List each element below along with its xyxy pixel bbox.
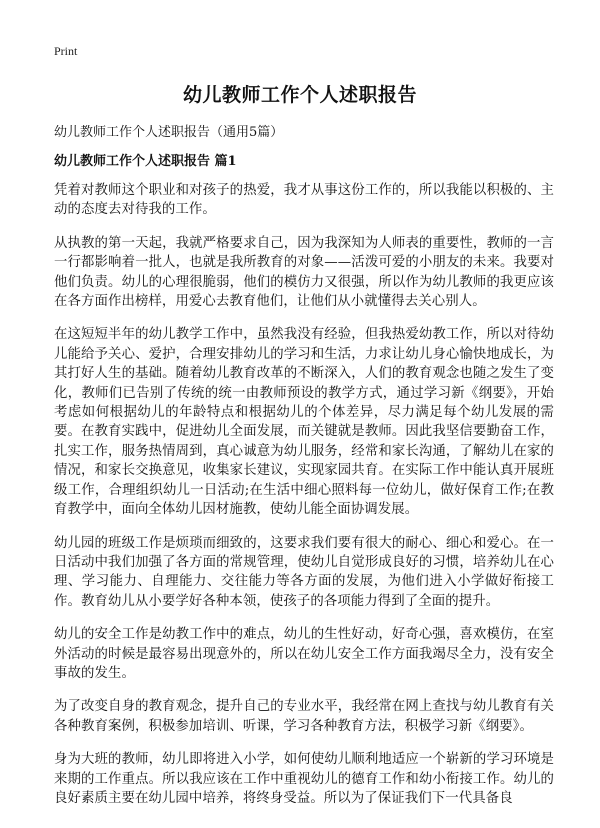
print-link[interactable]: Print bbox=[54, 44, 78, 58]
paragraph: 为了改变自身的教育观念，提升自己的专业水平，我经常在网上查找与幼儿教育有关各种教育案例，积极参加培训、听课，学习各种教育方法，积极学习新《纲要》。 bbox=[54, 699, 554, 734]
section-heading: 幼儿教师工作个人述职报告 篇1 bbox=[54, 154, 237, 169]
paragraph: 在这短短半年的幼儿教学工作中，虽然我没有经验，但我热爱幼教工作，所以对待幼儿能给予关心、爱护，合理安排幼儿的学习和生活，力求让幼儿身心愉快地成长，为其打好人生的基础。随着幼儿教育改革的不断深入，人们的教育观念也随之发生了变化，教师们已告别了传统的统一由教师预设的教学方式，通过学习新《纲要》，开始考虑如何根据幼儿的年龄特点和根据幼儿的个体差异，尽力满足每个幼儿发展的需要。在教育实践中，促进幼儿全面发展，而关键就是教师。因此我坚信要勤奋工作，扎实工作，服务热情周到，真心诚意为幼儿服务，经常和家长沟通，了解幼儿在家的情况，和家长交换意见，收集家长建议，实现家园共育。在实际工作中能认真开展班级工作，合理组织幼儿一日活动;在生活中细心照料每一位幼儿，做好保育工作;在教育教学中，面向全体幼儿因材施教，使幼儿能全面协调发展。 bbox=[54, 327, 554, 518]
paragraph: 从执教的第一天起，我就严格要求自己，因为我深知为人师表的重要性，教师的一言一行都影响着一批人，也就是我所教育的对象——活泼可爱的小朋友的未来。我要对他们负责。幼儿的心理很脆弱，他们的模仿力又很强，所以作为幼儿教师的我更应该在各方面作出榜样，用爱心去教育他们，让他们从小就懂得去关心别人。 bbox=[54, 235, 554, 310]
page-title: 幼儿教师工作个人述职报告 bbox=[182, 84, 417, 106]
paragraph: 凭着对教师这个职业和对孩子的热爱，我才从事这份工作的，所以我能以积极的、主动的态度去对待我的工作。 bbox=[54, 183, 554, 218]
paragraph: 幼儿的安全工作是幼教工作中的难点，幼儿的生性好动，好奇心强，喜欢模仿，在室外活动的时候是最容易出现意外的，所以在幼儿安全工作方面我竭尽全力，没有安全事故的发生。 bbox=[54, 627, 554, 681]
paragraph: 幼儿园的班级工作是烦琐而细致的，这要求我们要有很大的耐心、细心和爱心。在一日活动中我们加强了各方面的常规管理，使幼儿自觉形成良好的习惯，培养幼儿在心理、学习能力、自理能力、交往能力等各方面的发展，为他们进入小学做好衔接工作。教育幼儿从小要学好各种本领，使孩子的各项能力得到了全面的提升。 bbox=[54, 535, 554, 609]
document-body bbox=[54, 181, 554, 822]
document-subtitle: 幼儿教师工作个人述职报告（通用5篇） bbox=[54, 125, 284, 140]
paragraph: 身为大班的教师，幼儿即将进入小学，如何使幼儿顺利地适应一个崭新的学习环境是来期的工作重点。所以我应该在工作中重视幼儿的德育工作和幼小衔接工作。幼儿的良好素质主要在幼儿园中培养，将终身受益。所以为了保证我们下一代具备良 bbox=[54, 752, 554, 806]
